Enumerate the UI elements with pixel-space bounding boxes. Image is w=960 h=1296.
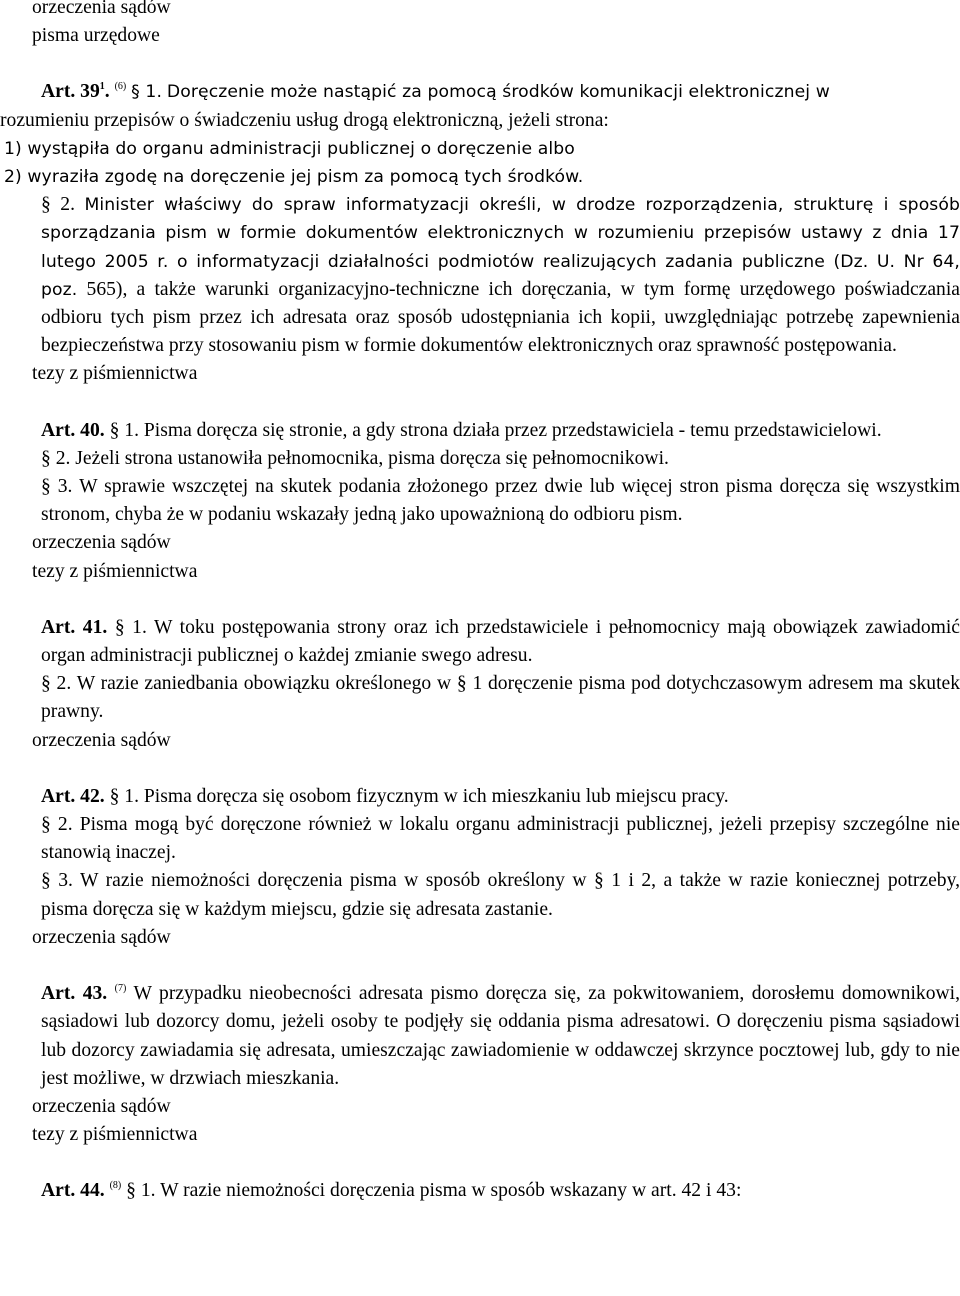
spacer (0, 586, 960, 614)
paragraph-sign: § 1. (114, 616, 147, 638)
article-label: Art. 43. (41, 983, 108, 1005)
paragraph-sign: § 2. (41, 194, 75, 216)
paragraph-text: W przypadku nieobecności adresata pismo doręcza się, za pokwitowaniem, dorosłemu domownikowi, sąsiadowi lub dozorcy domu, jeżeli osoby te podjęły się oddania pisma adresatowi. O doręczeniu pisma sąsiadowi lub dozorcy zawiadamia się adresata, umieszczając zawiadomienie w oddawczej skrzynce pocztowej lub, gdy to nie jest możliwe, w drzwiach mieszkania. (41, 983, 960, 1089)
art-40-paragraph-1 (0, 417, 960, 445)
spacer (0, 1149, 960, 1177)
paragraph-text: Pisma doręcza się stronie, a gdy strona działa przez przedstawiciela - temu przedstawicielowi. (143, 419, 882, 441)
art-40-paragraph-2 (0, 445, 960, 473)
link-tezy-z-pismiennictwa[interactable]: tezy z piśmiennictwa (32, 1124, 198, 1146)
art-39-1-paragraph-2 (0, 191, 960, 360)
list-item-1: 1) wystąpiła do organu administracji publicznej o doręczenie albo (4, 138, 575, 159)
article-label: Art. 42. (41, 785, 105, 807)
art-42-paragraph-2 (0, 811, 960, 867)
paragraph-sign: § 2. (41, 814, 73, 836)
paragraph-text: W toku postępowania strony oraz ich przedstawiciele i pełnomocnicy mają obowiązek zawiadomić organ administracji publicznej o każdej zmianie swego adresu. (41, 616, 960, 667)
art-44-paragraph-1 (0, 1177, 960, 1205)
article-label: Art. 41. (41, 616, 108, 638)
paragraph-sign: § 1. (126, 1180, 156, 1202)
link-tezy-z-pismiennictwa[interactable]: tezy z piśmiennictwa (32, 363, 198, 385)
link-orzeczenia-sadow[interactable]: orzeczenia sądów (32, 532, 171, 554)
art-42-paragraph-1 (0, 783, 960, 811)
paragraph-text: Pisma doręcza się osobom fizycznym w ich mieszkaniu lub miejscu pracy. (143, 785, 729, 807)
list-item-2: 2) wyraziła zgodę na doręczenie jej pism za pomocą tych środków. (4, 167, 584, 188)
paragraph-text: W razie niemożności doręczenia pisma w sposób wskazany w art. 42 i 43: (160, 1180, 742, 1202)
footnote-ref[interactable]: (6) (114, 81, 127, 93)
link-pisma-urzedowe[interactable]: pisma urzędowe (32, 25, 160, 47)
paragraph-sign: § 3. (41, 870, 73, 892)
paragraph-text: Pisma mogą być doręczone również w lokalu organu administracji publicznej, jeżeli przepisy szczególne nie stanowią inaczej. (41, 814, 960, 864)
paragraph-sign: § 2. (41, 447, 71, 469)
paragraph-text: Jeżeli strona ustanowiła pełnomocnika, pisma doręcza się pełnomocnikowi. (75, 447, 669, 469)
footnote-ref[interactable]: (7) (114, 983, 127, 995)
article-label: Art. 44. (41, 1180, 105, 1202)
paragraph-text: Minister właściwy do spraw informatyzacji określi, w drodze rozporządzenia, strukturę i sposób sporządzania pism w formie dokumentów elektronicznych w rozumieniu przepisów ustawy z dnia 17 lutego 2005 r. o informatyzacji działalności podmiotów realizujących zadania publiczne (Dz. U. Nr 64, poz. (41, 195, 960, 300)
article-label: Art. 40. (41, 419, 105, 441)
paragraph-sign: § 1. (131, 82, 163, 103)
link-tezy-z-pismiennictwa[interactable]: tezy z piśmiennictwa (32, 560, 198, 582)
art-41-paragraph-1 (0, 614, 960, 670)
link-orzeczenia-sadow[interactable]: orzeczenia sądów (32, 926, 171, 948)
paragraph-text: W razie zaniedbania obowiązku określonego w § 1 doręczenie pisma pod dotychczasowym adresem ma skutek prawny. (41, 673, 960, 723)
paragraph-text: W sprawie wszczętej na skutek podania złożonego przez dwie lub więcej stron pisma doręcza się wszystkim stronom, chyba że w podaniu wskazały jedną jako upoważnioną do odbioru pism. (41, 476, 960, 526)
art-42-paragraph-3 (0, 867, 960, 923)
link-orzeczenia-sadow[interactable]: orzeczenia sądów (32, 1095, 171, 1117)
paragraph-text-continued: 565), a także warunki organizacyjno-techniczne ich doręczania, w tym formę urzędowego poświadczania odbioru tych pism przez ich adresata oraz sposób udostępniania ich kopii, uwzględniając potrzebę zapewnienia bezpieczeństwa przy stosowaniu pism w formie dokumentów elektronicznych oraz sprawność postępowania. (41, 278, 960, 357)
spacer (0, 952, 960, 980)
article-label: Art. $39^1$. (41, 81, 110, 103)
paragraph-sign: § 1. (109, 419, 139, 441)
art-40-paragraph-3 (0, 473, 960, 529)
footnote-ref[interactable]: (8) (109, 1180, 122, 1192)
paragraph-sign: § 2. (41, 673, 72, 695)
spacer (0, 755, 960, 783)
art-39-1-paragraph-1 (0, 78, 960, 106)
paragraph-text: Doręczenie może nastąpić za pomocą środków komunikacji elektronicznej w (166, 82, 830, 103)
link-orzeczenia-sadow[interactable]: orzeczenia sądów (32, 729, 171, 751)
paragraph-text-continued: rozumieniu przepisów o świadczeniu usług drogą elektroniczną, jeżeli strona: (0, 109, 609, 131)
art-43-text (0, 980, 960, 1093)
art-41-paragraph-2 (0, 670, 960, 726)
paragraph-sign: § 1. (109, 785, 139, 807)
spacer (0, 389, 960, 417)
spacer (0, 50, 960, 78)
link-orzeczenia-sadow[interactable]: orzeczenia sądów (32, 0, 171, 18)
article-superscript: 1 (99, 81, 105, 93)
paragraph-sign: § 3. (41, 476, 73, 498)
paragraph-text: W razie niemożności doręczenia pisma w sposób określony w § 1 i 2, a także w razie koniecznej potrzeby, pisma doręcza się w każdym miejscu, gdzie się adresata zastanie. (41, 870, 960, 920)
